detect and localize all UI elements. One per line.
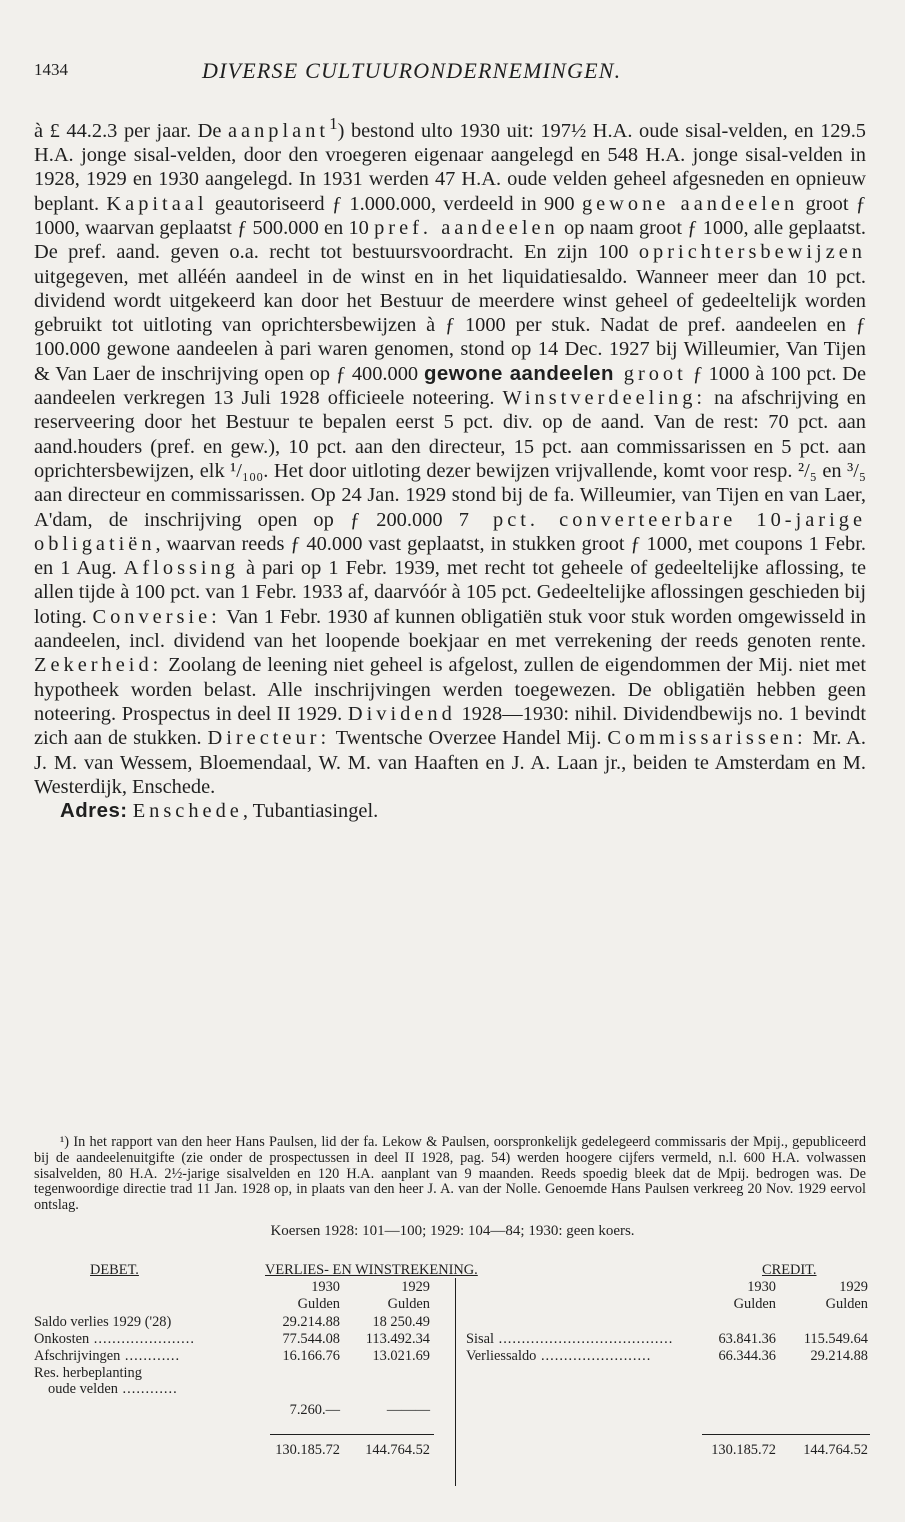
- debet-year-1929: 1929: [401, 1279, 430, 1295]
- debet-row-label: Afschrijvingen ............: [34, 1348, 181, 1364]
- spaced-term: Aflossing: [123, 557, 239, 580]
- credit-value-1929: 29.214.88: [810, 1348, 868, 1364]
- credit-currency-1930: Gulden: [733, 1296, 776, 1312]
- spaced-term: Dividend: [347, 702, 456, 725]
- debet-year-1930: 1930: [311, 1279, 340, 1295]
- debet-currency-1930: Gulden: [297, 1296, 340, 1312]
- account-title: VERLIES- EN WINSTREKENING.: [265, 1262, 478, 1278]
- debet-value-1930: 29.214.88: [282, 1314, 340, 1330]
- main-paragraph: à £ 44.2.3 per jaar. De aanplant$^1$) bestond ulto 1930 uit: 197½ H.A. oude sisal-velden, en 129.5 H.A. jonge sisal-velden, door den vroegeren eigenaar aangelegd en 548 H.A. jonge sisal-velden in 1928, 1929 en 1930 aangelegd. In 1931 werden 47 H.A. oude velden geheel afgesneden en opnieuw beplant. Kapitaal geautoriseerd ƒ 1.000.000, verdeeld in 900 gewone aandeelen groot ƒ 1000, waarvan geplaatst ƒ 500.000 en 10 pref. aandeelen op naam groot ƒ 1000, alle geplaatst. De pref. aand. geven o.a. recht tot bestuursvoordracht. En zijn 100 oprichtersbewijzen uitgegeven, met alléén aandeel in de winst en in het liquidatiesaldo. Wanneer meer dan 10 pct. dividend wordt uitgekeerd kan door het Bestuur de meerdere winst geheel of gedeeltelijk worden gebruikt tot uitloting van oprichtersbewijzen à ƒ 1000 per stuk. Nadat de pref. aandeelen en ƒ 100.000 gewone aandeelen à pari waren genomen, stond op 14 Dec. 1927 bij Willeumier, Van Tijen & Van Laer de inschrijving open op ƒ 400.000 gewone aandeelen groot ƒ 1000 à 100 pct. De aandeelen verkregen 13 Juli 1928 officieele noteering. Winstverdeeling: na afschrijving en reserveering door het Bestuur te bepalen eerst 5 pct. div. op de aand. Van de rest: 70 pct. aan aand.houders (pref. en gew.), 10 pct. aan den directeur, 15 pct. aan commissarissen en 5 pct. aan oprichtersbewijzen, elk ¹/₁₀₀. Het door uitloting dezer bewijzen vrijvallende, komt voor resp. ²/₅ en ³/₅ aan directeur en commissarissen. Op 24 Jan. 1929 stond bij de fa. Willeumier, van Tijen en van Laer, A'dam, de inschrijving open op ƒ 200.000 7 pct. converteerbare 10-jarige obligatiën, waarvan reeds ƒ 40.000 vast geplaatst, in stukken groot ƒ 1000, met coupons 1 Febr. en 1 Aug. Aflossing à pari op 1 Febr. 1939, met recht tot geheele of gedeeltelijke aflossing, te allen tijde à 100 pct. van 1 Febr. 1933 af, daarvóór à 105 pct. Gedeeltelijke aflossingen geschieden bij loting. Conversie: Van 1 Febr. 1930 af kunnen obligatiën stuk voor stuk worden omgewisseld in aandeelen, incl. dividend van het loopende boekjaar en met verrekening der reeds genoten rente. Zekerheid: Zoolang de leening niet geheel is afgelost, zullen de eigendommen der Mij. niet met hypotheek worden belast. Alle inschrijvingen werden toegewezen. De obligatiën hebben geen noteering. Prospectus in deel II 1929. Dividend 1928—1930: nihil. Dividendbewijs no. 1 bevindt zich aan de stukken. Directeur: Twentsche Overzee Handel Mij. Commissarissen: Mr. A. J. M. van Wessem, Bloemendaal, W. M. van Haaften en J. A. Laan jr., beiden te Amsterdam en M. Westerdijk, Enschede.: [34, 114, 867, 798]
- debet-value-1929: 18 250.49: [372, 1314, 430, 1330]
- spaced-term: Directeur:: [207, 727, 331, 750]
- credit-currency-1929: Gulden: [825, 1296, 868, 1312]
- footnote-marker: ¹): [60, 1134, 70, 1150]
- debet-row-label: Res. herbeplanting: [34, 1365, 142, 1381]
- address-line: Adres: Enschede, Tubantiasingel.: [60, 800, 379, 823]
- debet-total-1930: 130.185.72: [275, 1442, 340, 1458]
- debet-currency-1929: Gulden: [387, 1296, 430, 1312]
- running-title: DIVERSE CULTUURONDERNEMINGEN.: [202, 58, 622, 83]
- spaced-term: aanplant: [228, 119, 330, 142]
- spaced-term: pref. aandeelen: [374, 216, 559, 239]
- page-number: 1434: [34, 60, 68, 79]
- credit-value-1929: 115.549.64: [803, 1331, 868, 1347]
- page-header: [34, 52, 870, 86]
- credit-year-1930: 1930: [747, 1279, 776, 1295]
- address-city: Enschede: [132, 800, 243, 823]
- spaced-term: Conversie:: [92, 605, 221, 628]
- spaced-term: 7 pct. converteerbare 10-jarige obligatiën: [34, 508, 867, 555]
- bold-term: gewone aandeelen: [423, 362, 614, 385]
- debet-value-1930: 77.544.08: [282, 1331, 340, 1347]
- credit-total-1929: 144.764.52: [803, 1442, 868, 1458]
- debet-total-1929: 144.764.52: [365, 1442, 430, 1458]
- debet-row-label: Onkosten ......................: [34, 1331, 195, 1347]
- debet-value-1929: 113.492.34: [365, 1331, 430, 1347]
- spaced-term: Zekerheid:: [34, 654, 163, 677]
- spaced-term: Winstverdeeling:: [502, 387, 707, 410]
- footnote-text: In het rapport van den heer Hans Paulsen, lid der fa. Lekow & Paulsen, oorspronkelijk gedelegeerd commissaris der Mpij., gepubliceerd bij de aandeelenuitgifte (zie onder de prospectussen in deel II 1928, pag. 54) werden hoogere cijfers vermeld, n.l. 600 H.A. volwassen sisalvelden, 80 H.A. 2½-jarige sisalvelden en 120 H.A. aanplant van 9 maanden. Reeds spoedig bleek dat de Mpij. bedrogen was. De tegenwoordige directie trad 11 Jan. 1928 op, in plaats van den heer J. A. van der Nolle. Genoemde Hans Paulsen verkreeg 20 Nov. 1929 eervol ontslag.: [34, 1134, 866, 1214]
- spaced-term: Kapitaal: [106, 192, 208, 215]
- address-label: Adres:: [60, 800, 128, 823]
- column-divider: [455, 1278, 456, 1486]
- price-history: Koersen 1928: 101—100; 1929: 104—84; 1930: geen koers.: [270, 1223, 635, 1239]
- footnote-ref: 1: [329, 114, 338, 133]
- credit-row-label: Verliessaldo ........................: [466, 1348, 652, 1364]
- spaced-term: gewone aandeelen: [581, 192, 799, 215]
- debet-title: DEBET.: [90, 1262, 139, 1278]
- spaced-term: groot: [613, 362, 687, 385]
- debet-value-1930: 16.166.76: [282, 1348, 340, 1364]
- debet-value-1930: 7.260.—: [289, 1402, 340, 1418]
- credit-year-1929: 1929: [839, 1279, 868, 1295]
- credit-total-1930: 130.185.72: [711, 1442, 776, 1458]
- spaced-term: oprichtersbewijzen: [638, 241, 866, 264]
- footnote: [34, 1135, 866, 1214]
- credit-title: CREDIT.: [762, 1262, 817, 1278]
- credit-value-1930: 63.841.36: [718, 1331, 776, 1347]
- debet-value-1929: 13.021.69: [372, 1348, 430, 1364]
- credit-value-1930: 66.344.36: [718, 1348, 776, 1364]
- profit-loss-account: [34, 1262, 870, 1502]
- debet-row-label: oude velden ............: [48, 1381, 178, 1397]
- company-description: [34, 112, 866, 823]
- credit-total-rule: [702, 1434, 870, 1435]
- debet-row-label: Saldo verlies 1929 ('28): [34, 1314, 172, 1330]
- credit-row-label: Sisal ......................................: [466, 1331, 674, 1347]
- debet-value-1929: ———: [386, 1402, 430, 1418]
- spaced-term: Commissarissen:: [607, 727, 807, 750]
- debet-total-rule: [270, 1434, 434, 1435]
